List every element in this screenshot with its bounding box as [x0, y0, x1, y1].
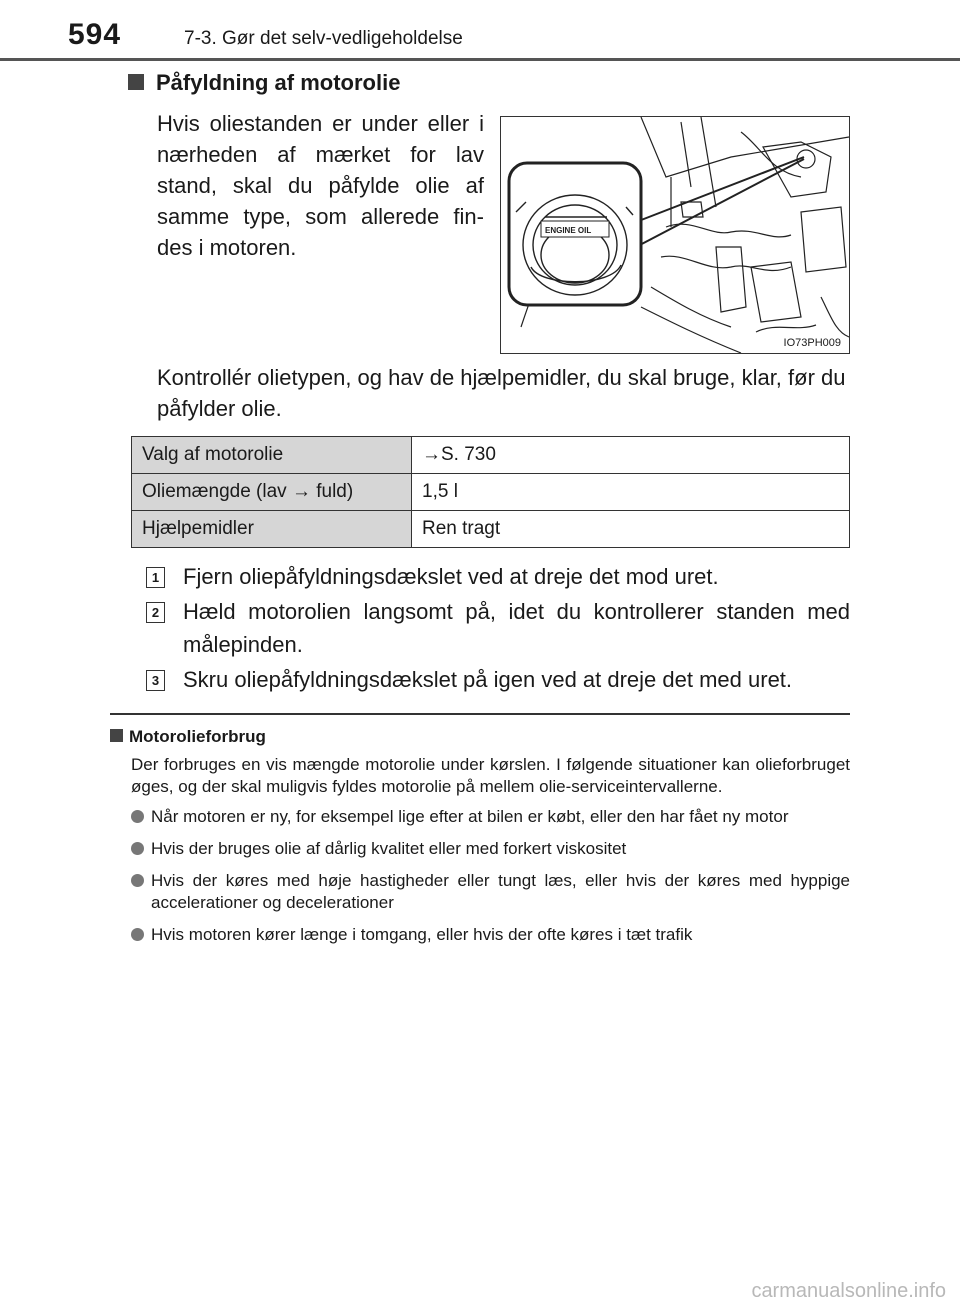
bullet-dot-icon: [131, 874, 144, 887]
step-number: 3: [146, 670, 165, 691]
note-bullet-list: [131, 806, 850, 946]
page-header: [0, 0, 960, 70]
list-item-text: Hvis motoren kører længe i tomgang, eller hvis der ofte køres i tæt trafik: [151, 925, 693, 944]
section-divider: [110, 713, 850, 715]
engine-oil-cap-figure: [500, 116, 850, 354]
section-title: [128, 70, 400, 96]
step-text: Fjern oliepåfyldningsdækslet ved at dreje det mod uret.: [183, 564, 719, 589]
table-cell-label: Valg af motorolie: [132, 437, 412, 474]
list-item: [131, 870, 850, 914]
table-cell-label: Oliemængde (lav → fuld): [132, 474, 412, 511]
note-block: [110, 726, 850, 956]
check-paragraph: Kontrollér olietypen, og hav de hjælpemidler, du skal bruge, klar, før du påfylder olie.: [157, 365, 846, 421]
step-number: 1: [146, 567, 165, 588]
figure-code: IO73PH009: [783, 337, 841, 349]
note-title-text: Motorolieforbrug: [129, 727, 266, 746]
square-bullet-icon: [110, 729, 123, 742]
bullet-dot-icon: [131, 928, 144, 941]
table-cell-value: 1,5 l: [412, 474, 850, 511]
table-cell-value: Ren tragt: [412, 511, 850, 548]
list-item-text: Hvis der bruges olie af dårlig kvalitet eller med forkert viskositet: [151, 839, 627, 858]
step-number: 2: [146, 602, 165, 623]
cap-label: ENGINE OIL: [545, 226, 592, 235]
step-item: [146, 663, 850, 696]
intro-paragraph: Hvis oliestanden er under eller i nærheden af mærket for lav stand, skal du påfylde olie af samme type, som allerede fin-des i motoren.: [157, 111, 484, 260]
watermark: carmanualsonline.info: [751, 1280, 946, 1302]
section-title-text: Påfyldning af motorolie: [156, 70, 401, 95]
table-row: [132, 474, 850, 511]
note-title: [110, 726, 850, 748]
step-item: [146, 560, 850, 593]
table-cell-value: →S. 730: [412, 437, 850, 474]
oil-spec-table: [131, 436, 850, 548]
table-row: [132, 511, 850, 548]
step-item: [146, 595, 850, 661]
bullet-dot-icon: [131, 842, 144, 855]
square-bullet-icon: [128, 74, 144, 90]
chapter-title: 7-3. Gør det selv-vedligeholdelse: [184, 28, 463, 49]
engine-bay-illustration: [501, 117, 849, 353]
page-number: 594: [68, 18, 122, 51]
table-row: [132, 437, 850, 474]
list-item: [131, 924, 850, 946]
list-item-text: Hvis der køres med høje hastigheder eller tungt læs, eller hvis der køres med hyppige accelerationer og decelerationer: [151, 871, 850, 912]
step-list: [146, 560, 850, 698]
note-body: Der forbruges en vis mængde motorolie under kørslen. I følgende situationer kan olieforbruget øges, og der skal muligvis fyldes motorolie på mellem olie-serviceintervallerne.: [131, 755, 850, 796]
table-cell-label: Hjælpemidler: [132, 511, 412, 548]
step-text: Hæld motorolien langsomt på, idet du kontrollerer standen med målepinden.: [183, 599, 850, 657]
header-rule: [0, 58, 960, 61]
step-text: Skru oliepåfyldningsdækslet på igen ved at dreje det med uret.: [183, 667, 793, 692]
list-item-text: Når motoren er ny, for eksempel lige efter at bilen er købt, eller den har fået ny motor: [151, 807, 789, 826]
bullet-dot-icon: [131, 810, 144, 823]
list-item: [131, 806, 850, 828]
list-item: [131, 838, 850, 860]
